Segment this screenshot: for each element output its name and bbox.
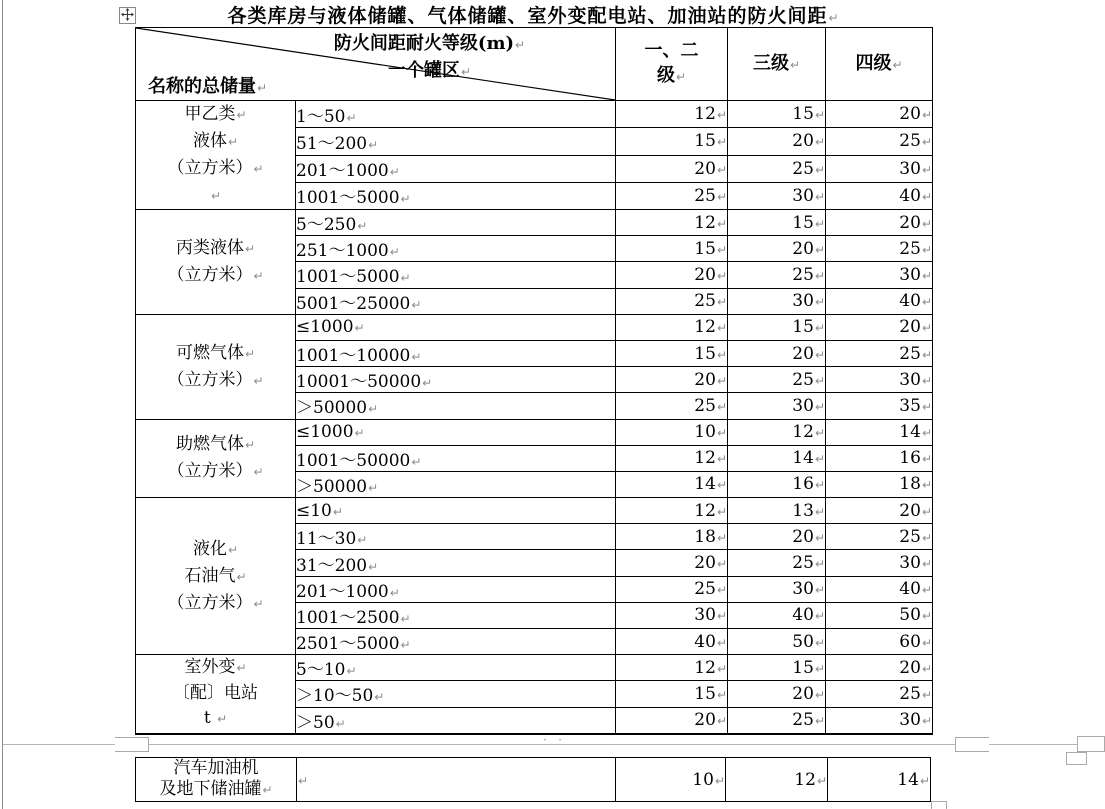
paragraph-mark: ↵	[346, 664, 357, 679]
paragraph-mark: ↵	[814, 426, 825, 441]
paragraph-mark: ↵	[332, 504, 343, 519]
value-cell[interactable]: 30↵	[826, 550, 933, 576]
range-cell[interactable]: 201～1000↵	[296, 576, 616, 602]
paragraph-mark: ↵	[921, 347, 932, 362]
value-cell[interactable]: 20↵	[616, 707, 728, 734]
value-cell[interactable]: 15↵	[616, 128, 728, 155]
paragraph-mark: ↵	[389, 585, 400, 600]
paragraph-mark: ↵	[814, 687, 825, 702]
paragraph-mark: ↵	[422, 376, 433, 391]
range-cell[interactable]: 2501～5000↵	[296, 629, 616, 655]
paragraph-mark: ↵	[716, 108, 727, 123]
paragraph-mark: ↵	[921, 135, 932, 150]
value-cell[interactable]: 35↵	[826, 393, 933, 419]
range-cell[interactable]: 1001～50000↵	[296, 445, 616, 471]
table-row	[136, 758, 931, 802]
paragraph-mark: ↵	[257, 81, 268, 95]
paragraph-mark: ↵	[716, 635, 727, 650]
range-cell[interactable]: 5～10↵	[296, 655, 616, 681]
header-row	[136, 28, 933, 101]
range-cell[interactable]: ＞10～50↵	[296, 681, 616, 707]
value-cell[interactable]: 20↵	[826, 498, 933, 524]
range-cell[interactable]: 1001～10000↵	[296, 340, 616, 366]
category-cell[interactable]: 室外变↵ 〔配〕电站 t ↵	[136, 655, 296, 734]
page-edge-line	[2, 0, 3, 809]
paragraph-mark: ↵	[814, 530, 825, 545]
value-cell[interactable]: 20↵	[826, 655, 933, 681]
paragraph-mark: ↵	[814, 242, 825, 257]
table-row	[136, 101, 933, 128]
paragraph-mark: ↵	[716, 399, 727, 414]
value-cell[interactable]: 25↵	[826, 340, 933, 366]
paragraph-mark: ↵	[921, 452, 932, 467]
paragraph-mark: ↵	[814, 714, 825, 729]
paragraph-mark: ↵	[357, 533, 368, 548]
range-cell[interactable]: 11～30↵	[296, 524, 616, 550]
page-title[interactable]: 各类库房与液体储罐、气体储罐、室外变配电站、加油站的防火间距↵	[227, 5, 840, 27]
category-cell[interactable]: 液化↵ 石油气↵ （立方米）↵	[136, 498, 296, 655]
paragraph-mark: ↵	[354, 426, 365, 441]
value-cell[interactable]: 16↵	[728, 471, 826, 497]
paragraph-mark: ↵	[814, 583, 825, 598]
page-corner-mark-bottom-right	[931, 801, 947, 809]
value-cell[interactable]: 25↵	[616, 182, 728, 209]
paragraph-mark: ↵	[411, 454, 422, 469]
paragraph-mark: ↵	[814, 635, 825, 650]
range-cell[interactable]	[297, 758, 616, 802]
value-cell[interactable]: 40↵	[728, 602, 826, 628]
paragraph-mark: ↵	[400, 611, 411, 626]
paragraph-mark: ↵	[921, 189, 932, 204]
value-cell[interactable]: 40↵	[826, 182, 933, 209]
value-cell[interactable]: 50↵	[826, 602, 933, 628]
value-cell[interactable]: 25↵	[728, 707, 826, 734]
value-cell[interactable]: 14↵	[616, 471, 728, 497]
paragraph-mark: ↵	[716, 242, 727, 257]
paragraph-mark: ↵	[716, 162, 727, 177]
paragraph-mark: ↵	[814, 108, 825, 123]
paragraph-mark: ↵	[374, 690, 385, 705]
paragraph-mark: ↵	[814, 295, 825, 310]
paragraph-mark: ↵	[921, 242, 932, 257]
value-cell[interactable]: 25↵	[728, 367, 826, 393]
value-cell[interactable]: 40↵	[616, 629, 728, 655]
paragraph-mark: ↵	[253, 268, 264, 283]
paragraph-mark: ↵	[716, 714, 727, 729]
range-cell[interactable]: ＞50000↵	[296, 471, 616, 497]
paragraph-mark: ↵	[716, 426, 727, 441]
paragraph-mark: ↵	[346, 110, 357, 125]
paragraph-mark: ↵	[716, 661, 727, 676]
paragraph-mark: ↵	[244, 241, 256, 256]
value-cell[interactable]: 30↵	[826, 262, 933, 288]
value-cell[interactable]: 12↵	[616, 655, 728, 681]
value-cell[interactable]: 20↵	[616, 155, 728, 182]
value-cell[interactable]: 18↵	[616, 524, 728, 550]
paragraph-mark: ↵	[368, 480, 379, 495]
value-cell[interactable]: 12↵	[616, 498, 728, 524]
value-cell[interactable]: 20↵	[728, 340, 826, 366]
value-cell[interactable]: 18↵	[826, 471, 933, 497]
paragraph-mark: ↵	[921, 557, 932, 572]
value-cell[interactable]: 20↵	[616, 367, 728, 393]
value-cell[interactable]: 15↵	[616, 236, 728, 262]
paragraph-mark: ↵	[919, 773, 930, 788]
corner-cell[interactable]	[136, 28, 616, 101]
paragraph-mark: ↵	[716, 295, 727, 310]
value-cell[interactable]: 20↵	[616, 262, 728, 288]
range-cell[interactable]: 5～250↵	[296, 210, 616, 236]
value-cell[interactable]: 25↵	[616, 576, 728, 602]
paragraph-mark: ↵	[675, 70, 687, 84]
paragraph-mark: ↵	[400, 271, 411, 286]
page-corner-mark-right	[955, 737, 989, 752]
range-cell[interactable]: 51～200↵	[296, 128, 616, 155]
paragraph-mark: ↵	[716, 347, 727, 362]
value-cell[interactable]: 10↵	[616, 419, 728, 445]
paragraph-mark: ↵	[253, 373, 264, 388]
paragraph-mark: ↵	[921, 426, 932, 441]
paragraph-mark: ↵	[814, 135, 825, 150]
paragraph-mark: ↵	[789, 57, 801, 72]
value-cell[interactable]: 20↵	[826, 210, 933, 236]
paragraph-mark: ↵	[227, 542, 239, 557]
value-cell[interactable]: 15↵	[616, 681, 728, 707]
paragraph-mark: ↵	[716, 609, 727, 624]
paragraph-mark: ↵	[253, 162, 264, 176]
paragraph-mark: ↵	[921, 399, 932, 414]
paragraph-mark: ↵	[298, 773, 309, 788]
paragraph-mark: ↵	[716, 452, 727, 467]
table-row	[136, 498, 933, 524]
range-cell[interactable]: ≤1000↵	[296, 419, 616, 445]
value-cell[interactable]: 25↵	[616, 393, 728, 419]
paragraph-mark: ↵	[400, 192, 411, 207]
value-cell[interactable]: 20↵	[616, 550, 728, 576]
value-cell[interactable]: 40↵	[826, 288, 933, 314]
paragraph-mark: ↵	[921, 295, 932, 310]
paragraph-mark: ↵	[814, 609, 825, 624]
paragraph-mark: ↵	[716, 687, 727, 702]
value-cell[interactable]: 30↵	[728, 393, 826, 419]
paragraph-mark: ↵	[921, 108, 932, 123]
value-cell[interactable]: 30↵	[616, 602, 728, 628]
paragraph-mark: ↵	[921, 216, 932, 231]
paragraph-mark: ↵	[335, 716, 346, 731]
paragraph-mark: ↵	[368, 559, 379, 574]
paragraph-mark: ↵	[368, 402, 379, 417]
value-cell[interactable]: 60↵	[826, 629, 933, 655]
value-cell[interactable]: 15↵	[728, 101, 826, 128]
range-cell[interactable]: ＞50000↵	[296, 393, 616, 419]
page-separator-line	[3, 744, 1105, 745]
value-cell[interactable]: 25↵	[826, 681, 933, 707]
paragraph-mark: ↵	[814, 399, 825, 414]
paragraph-mark: ↵	[411, 297, 422, 312]
paragraph-mark: ↵	[814, 321, 825, 336]
value-cell[interactable]: 20↵	[728, 128, 826, 155]
value-cell[interactable]: 20↵	[728, 524, 826, 550]
range-cell[interactable]: ＞50↵	[296, 707, 616, 734]
range-cell[interactable]: 31～200↵	[296, 550, 616, 576]
paragraph-mark: ↵	[716, 478, 727, 493]
value-cell[interactable]: 20↵	[826, 314, 933, 340]
paragraph-mark: ↵	[253, 596, 264, 611]
range-cell[interactable]: ≤10↵	[296, 498, 616, 524]
value-cell[interactable]: 25↵	[826, 524, 933, 550]
value-cell[interactable]: 20↵	[728, 681, 826, 707]
range-cell[interactable]: 1～50↵	[296, 101, 616, 128]
value-cell[interactable]: 40↵	[826, 576, 933, 602]
paragraph-mark: ↵	[354, 321, 365, 336]
paragraph-mark: ↵	[814, 189, 825, 204]
page-corner-mark-far-right-top	[1077, 736, 1105, 752]
paragraph-mark: ↵	[816, 773, 827, 788]
paragraph-mark: ↵	[814, 478, 825, 493]
paragraph-mark: ↵	[716, 557, 727, 572]
paragraph-mark: ↵	[921, 687, 932, 702]
paragraph-mark: ↵	[716, 189, 727, 204]
paragraph-mark: ↵	[921, 635, 932, 650]
value-cell[interactable]: 12↵	[616, 445, 728, 471]
value-cell[interactable]: 30↵	[826, 155, 933, 182]
paragraph-mark: ↵	[217, 712, 228, 727]
paragraph-mark: ↵	[716, 216, 727, 231]
paragraph-mark: ↵	[716, 504, 727, 519]
paragraph-mark: ↵	[368, 137, 379, 152]
value-cell[interactable]: 15↵	[728, 655, 826, 681]
paragraph-mark: ↵	[814, 373, 825, 388]
table-row	[136, 210, 933, 236]
paragraph-mark: ↵	[892, 57, 903, 72]
range-cell[interactable]: 251～1000↵	[296, 236, 616, 262]
value-cell[interactable]: 20↵	[826, 101, 933, 128]
footer-page-number: - -	[543, 735, 567, 744]
paragraph-mark: ↵	[921, 321, 932, 336]
range-cell[interactable]: 5001～25000↵	[296, 288, 616, 314]
range-cell[interactable]: 1001～2500↵	[296, 602, 616, 628]
paragraph-mark: ↵	[389, 165, 400, 180]
table-move-handle[interactable]	[119, 7, 136, 24]
paragraph-mark: ↵	[921, 162, 932, 177]
paragraph-mark: ↵	[921, 661, 932, 676]
range-cell[interactable]: 10001～50000↵	[296, 367, 616, 393]
value-cell[interactable]: 25↵	[616, 288, 728, 314]
range-cell[interactable]: 1001～5000↵	[296, 182, 616, 209]
value-cell[interactable]: 25↵	[728, 155, 826, 182]
paragraph-mark: ↵	[460, 65, 472, 79]
paragraph-mark: ↵	[227, 135, 239, 149]
paragraph-mark: ↵	[921, 609, 932, 624]
paragraph-mark: ↵	[411, 350, 422, 365]
move-icon	[121, 6, 134, 25]
value-cell[interactable]: 25↵	[728, 262, 826, 288]
value-cell[interactable]: 12↵	[616, 314, 728, 340]
category-cell[interactable]: 可燃气体↵ （立方米）↵	[136, 314, 296, 419]
page-corner-mark-left	[115, 737, 149, 752]
paragraph-mark: ↵	[716, 373, 727, 388]
value-cell[interactable]: 30↵	[826, 707, 933, 734]
paragraph-mark: ↵	[828, 11, 840, 25]
value-cell[interactable]: 25↵	[826, 128, 933, 155]
paragraph-mark: ↵	[244, 346, 256, 361]
paragraph-mark: ↵	[716, 268, 727, 283]
corner-row-label: 名称的总储量↵	[148, 76, 268, 97]
paragraph-mark: ↵	[921, 504, 932, 519]
value-cell[interactable]: 15↵	[728, 210, 826, 236]
value-cell[interactable]: 12↵	[726, 758, 828, 802]
paragraph-mark: ↵	[716, 530, 727, 545]
paragraph-mark: ↵	[921, 583, 932, 598]
category-cell[interactable]: 汽车加油机 及地下储油罐↵	[136, 758, 297, 802]
value-cell[interactable]: 13↵	[728, 498, 826, 524]
paragraph-mark: ↵	[236, 661, 247, 676]
paragraph-mark: ↵	[714, 773, 725, 788]
value-cell[interactable]: 14↵	[828, 758, 931, 802]
value-cell[interactable]: 30↵	[728, 182, 826, 209]
table-row	[136, 314, 933, 340]
value-cell[interactable]: 10↵	[616, 758, 726, 802]
paragraph-mark: ↵	[253, 465, 264, 480]
paragraph-mark: ↵	[921, 530, 932, 545]
paragraph-mark: ↵	[921, 714, 932, 729]
paragraph-mark: ↵	[814, 162, 825, 177]
corner-header: 防火间距耐火等级(m)↵ 一个罐区↵	[333, 33, 526, 81]
paragraph-mark: ↵	[814, 452, 825, 467]
paragraph-mark: ↵	[814, 661, 825, 676]
value-cell[interactable]: 30↵	[826, 367, 933, 393]
fire-distance-table	[135, 27, 933, 735]
category-cell[interactable]: 丙类液体↵ （立方米）↵	[136, 210, 296, 315]
paragraph-mark: ↵	[921, 373, 932, 388]
value-cell[interactable]: 12↵	[616, 101, 728, 128]
paragraph-mark: ↵	[814, 347, 825, 362]
value-cell[interactable]: 20↵	[728, 236, 826, 262]
range-cell[interactable]: 201～1000↵	[296, 155, 616, 182]
value-cell[interactable]: 12↵	[728, 419, 826, 445]
paragraph-mark: ↵	[814, 268, 825, 283]
col-header-grade3[interactable]: 三级↵	[728, 28, 826, 101]
page-corner-mark-far-right-bottom	[1066, 752, 1087, 765]
paragraph-mark: ↵	[400, 638, 411, 653]
range-cell[interactable]: 1001～5000↵	[296, 262, 616, 288]
value-cell[interactable]: 25↵	[728, 550, 826, 576]
paragraph-mark: ↵	[921, 268, 932, 283]
paragraph-mark: ↵	[389, 245, 400, 260]
col-header-grade12[interactable]: 一、二 级↵	[616, 28, 728, 101]
paragraph-mark: ↵	[716, 321, 727, 336]
paragraph-mark: ↵	[357, 219, 368, 234]
value-cell[interactable]: 15↵	[728, 314, 826, 340]
paragraph-mark: ↵	[244, 438, 256, 453]
value-cell[interactable]: 15↵	[616, 340, 728, 366]
paragraph-mark: ↵	[236, 108, 247, 122]
table-row	[136, 655, 933, 681]
value-cell[interactable]: 14↵	[826, 419, 933, 445]
value-cell[interactable]: 30↵	[728, 288, 826, 314]
paragraph-mark: ↵	[814, 504, 825, 519]
paragraph-mark: ↵	[716, 583, 727, 598]
paragraph-mark: ↵	[515, 38, 526, 52]
paragraph-mark: ↵	[814, 216, 825, 231]
value-cell[interactable]: 12↵	[616, 210, 728, 236]
paragraph-mark: ↵	[236, 569, 247, 584]
category-cell[interactable]: 助燃气体↵ （立方米）↵	[136, 419, 296, 498]
value-cell[interactable]: 16↵	[826, 445, 933, 471]
value-cell[interactable]: 14↵	[728, 445, 826, 471]
paragraph-mark: ↵	[814, 557, 825, 572]
paragraph-mark: ↵	[921, 478, 932, 493]
value-cell[interactable]: 25↵	[826, 236, 933, 262]
paragraph-mark: ↵	[210, 189, 222, 203]
value-cell[interactable]: 30↵	[728, 576, 826, 602]
category-cell[interactable]: 甲乙类↵ 液体↵ （立方米）↵ ↵	[136, 101, 296, 210]
gas-station-table	[135, 757, 931, 802]
paragraph-mark: ↵	[262, 783, 273, 797]
range-cell[interactable]: ≤1000↵	[296, 314, 616, 340]
value-cell[interactable]: 50↵	[728, 629, 826, 655]
col-header-grade4[interactable]: 四级↵	[826, 28, 933, 101]
table-row	[136, 419, 933, 445]
paragraph-mark: ↵	[716, 135, 727, 150]
